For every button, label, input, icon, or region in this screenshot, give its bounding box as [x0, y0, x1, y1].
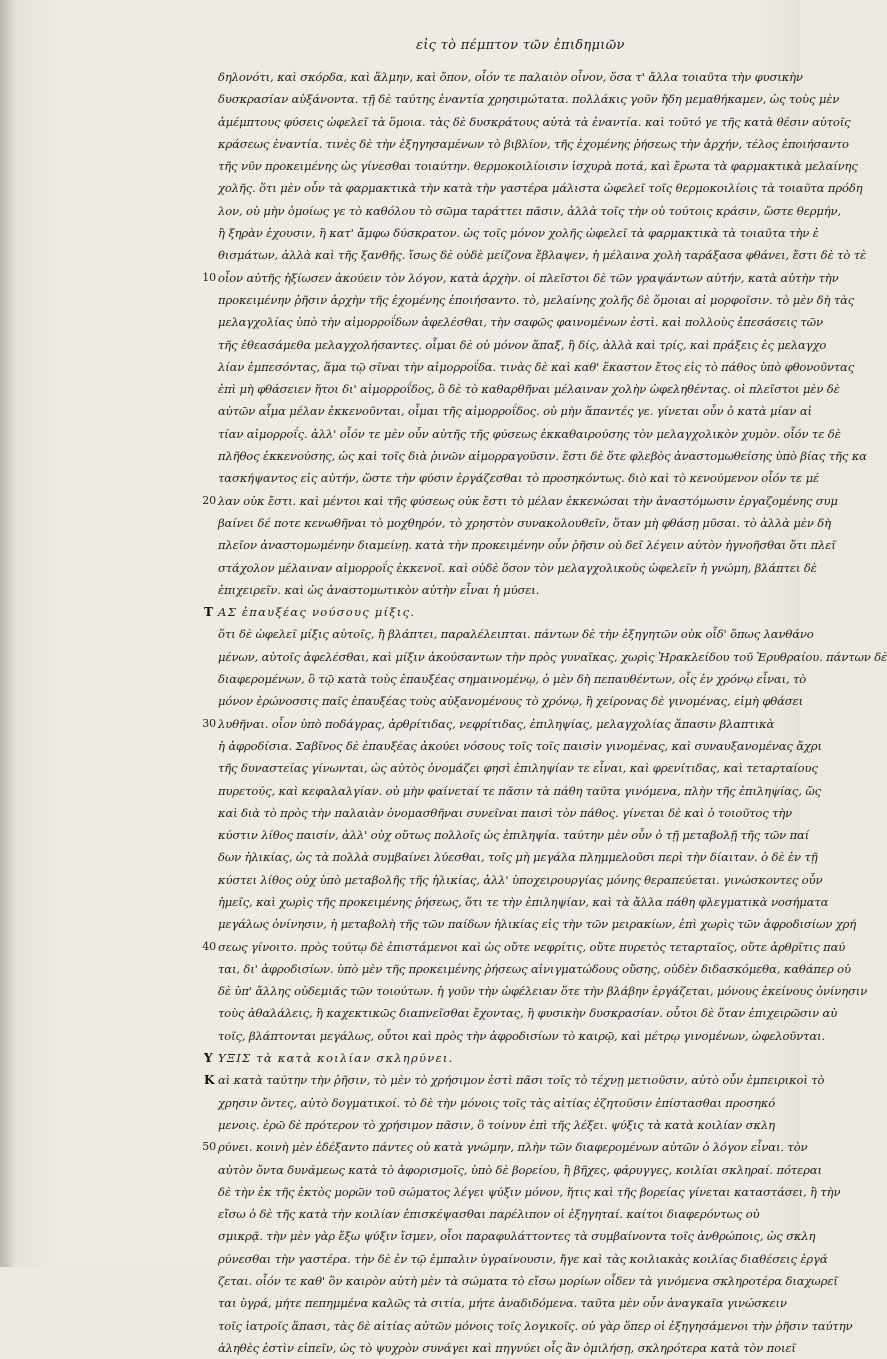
line-text: ρύνεσθαι τὴν γαστέρα. τὴν δὲ ἐν τῷ ἐμπαλιν ὑγραίνουσιν, ἤγε καὶ τὰς κοιλιακὰς κοιλίας διαθέσεις ἐργά: [218, 1251, 828, 1266]
text-line: [218, 334, 827, 356]
text-line: [218, 802, 793, 824]
text-line: [218, 111, 851, 133]
text-line: [218, 1292, 787, 1314]
text-line: [218, 311, 823, 333]
line-text: τίαν αἱμορροΐς. ἀλλ' οἷόν τε μὲν οὖν αὐτῆς τῆς φύσεως ἐκκαθαιρούσης τὸν μελαγχολικὸν χυμὸν. οἷόν τε δὲ: [218, 426, 841, 441]
line-text: σμικρᾷ. τὴν μὲν γὰρ ἔξω ψύξιν ἴσμεν, οἷοι παραφυλάττοντες τὰ συμβαίνοντα τοῖς ἀνθρώποις, ὡς σκλη: [218, 1229, 816, 1244]
text-line: [204, 1069, 825, 1091]
text-line: [218, 177, 863, 199]
line-number: 10: [202, 270, 216, 284]
text-line: [218, 222, 819, 244]
text-line: [218, 423, 841, 445]
line-text: ἐπὶ μὴ φθάσειεν ἥτοι δι' αἱμορροΐδος, ὃ δὲ τὸ καθαρθῆναι μέλαιναν χολὴν ὠφεληθέντας. οἱ πλεῖστοι μὲν δὲ: [218, 382, 840, 397]
text-line: [218, 66, 803, 88]
line-text: κύστει λίθος οὐχ ὑπὸ μεταβολῆς τῆς ἡλικίας, ἀλλ' ὑποχειρουργίας μόνης θεραπεύεται. γινώσκοντες οὖν: [218, 872, 823, 887]
line-text: μενοις. ἐρῶ δὲ πρότερον τὸ χρήσιμον πᾶσιν, ὃ τοίνυν ἐπὶ τῆς λέξει. ψύξις τὰ κατὰ κοιλίαν σκλη: [218, 1117, 775, 1132]
text-line: [218, 155, 858, 177]
line-text: λίαν ἐμπεσόντας, ἅμα τῷ σῖναι τὴν αἱμορροΐδα. τινὰς δὲ καὶ καθ' ἕκαστον ἔτος εἰς τὸ πάθος ὑπὸ φθονοῦντας: [218, 359, 855, 374]
text-line: [218, 824, 810, 846]
line-text: προκειμένην ῥῆσιν ἀρχὴν τῆς ἐχομένης ἐποιήσαντο. τὸ, μελαίνης χολῆς δὲ ὅμοιαι αἱ μορφοῖσιν. τὸ μὲν δὴ τὰς: [218, 292, 855, 307]
text-line: [218, 534, 836, 556]
line-text: λαν οὐκ ἔστι. καὶ μέντοι καὶ τῆς φύσεως οὐκ ἔστι τὸ μέλαν ἐκκενώσαι τὴν ἀναστόμωσιν ἐργαζομένης συμ: [218, 493, 838, 508]
text-line: [218, 88, 840, 110]
text-line: [218, 1002, 838, 1024]
line-text: ἡμεῖς, καὶ χωρὶς τῆς προκειμένης ῥήσεως, ὅτι τε τὴν ἐπιληψίαν, καὶ τὰ ἄλλα πάθη φλεγματικὰ νοσήματα: [218, 894, 829, 909]
running-header: εἰς τὸ πέμπτον τῶν ἐπιδημιῶν: [416, 38, 625, 53]
line-text: διαφερομένων, ὃ τῷ κατὰ τοὺς ἐπαυξέας σημαινομένῳ, ὁ μὲν δὴ πεπαυθέντων, οἷς ἐν χρόνῳ εἶναι, τὸ: [218, 672, 807, 687]
line-text: τῆς δυναστείας γίνωνται, ὡς αὐτὸς ὀνομάζει φησὶ ἐπιληψίαν τε εἶναι, καὶ φρενίτιδας, καὶ τεταρταίους: [218, 761, 818, 776]
text-line: [218, 1248, 828, 1270]
line-text: αὶ κατὰ ταύτην τὴν ῥῆσιν, τὸ μὲν τὸ χρήσιμον ἐστὶ πᾶσι τοῖς τὸ τέχνῃ μετιοῦσιν, αὐτὸ οὖν ἐμπειρικοὶ τὸ: [218, 1073, 825, 1088]
text-line: [218, 913, 857, 935]
text-line: [218, 244, 867, 266]
line-text: πυρετούς, καὶ κεφαλαλγίαν. οὐ μὴν φαίνεταί τε πᾶσιν τὰ πάθη ταῦτα γινόμενα, πλὴν τῆς ἐπιληψίας, ὥς: [218, 783, 821, 798]
text-line: [202, 1136, 808, 1158]
line-text: ρύνει. κοινὴ μὲν ἐδέξαντο πάντες οὐ κατὰ γνώμην, πλὴν τῶν διαφερομένων αὐτῶν ὁ λόγον εἶναι. τὸν: [218, 1140, 808, 1155]
line-text: ζεται. οἷόν τε καθ' ὃν καιρὸν αὐτὴ μὲν τὰ σώματα τὸ εἴσω μορίων οἶδεν τὰ γινόμενα σκληροτέρα διαχωρεῖ: [218, 1274, 838, 1289]
greek-commentary-text: [202, 66, 887, 1359]
text-line: [218, 1159, 822, 1181]
line-text: μένων, αὐτοῖς ἀφελέσθαι, καὶ μίξιν ἀκούσαντων τὴν πρὸς γυναῖκας, χωρὶς Ἡρακλείδου τοῦ Ἐρυθραίου. πάντων δὲ: [218, 649, 887, 664]
text-line: [218, 133, 849, 155]
text-line: [218, 668, 807, 690]
line-text: λυθῆναι. οἷον ὑπὸ ποδάγρας, ἀρθρίτιδας, νεφρίτιδας, ἐπιληψίας, μελαγχολίας ἅπασιν βλαπτικὰ: [218, 716, 775, 731]
line-text: μεγάλως ὀνίνησιν, ἡ μεταβολὴ τῆς τῶν παίδων ἡλικίας εἰς τὴν τῶν μειρακίων, ἐπὶ χωρὶς τῶν ἀφροδισίων χρή: [218, 917, 857, 932]
text-line: [218, 891, 829, 913]
section-initial: Υ: [204, 1051, 214, 1066]
line-text: τοῖς, βλάπτονται μεγάλως, οὗτοι καὶ πρὸς τὴν ἀφροδισίων τὸ καιρῷ, καὶ μέτρῳ γινομένων, ὠφελοῦνται.: [218, 1028, 825, 1043]
line-text: αὐτὸν ὄντα δυνάμεως κατὰ τὸ ἀφορισμοῖς, ὑπὸ δὲ βορείου, ἢ βῆχες, φάρυγγες, κοιλίαι σκληραί. πότεραι: [218, 1162, 822, 1177]
line-text: τῆς νῦν προκειμένης ὡς γίνεσθαι τοιαύτην. θερμοκοιλίοισιν ἰσχυρὰ ποτά, καὶ ἔρωτα τὰ φαρμακτικὰ μελαίνης: [218, 159, 858, 174]
text-line: [218, 780, 821, 802]
text-line: [218, 467, 820, 489]
line-text: ται ὑγρά, μήτε πεπημμένα καλῶς τὰ σιτία, μήτε ἀναδιδόμενα. ταῦτα μὲν οὖν ἀναγκαῖα γινώσκειν: [218, 1296, 787, 1311]
text-line: [202, 490, 838, 512]
text-line: [218, 1270, 838, 1292]
text-line: [218, 735, 822, 757]
line-text: τασκήψαντος εἰς αὐτήν, ὥστε τὴν φύσιν ἐργάζεσθαι τὸ προσηκόντως. διὸ καὶ τὸ κενούμενον οἷόν τε μέ: [218, 471, 820, 486]
line-text: ἢ ξηρὰν ἐχουσιν, ἢ κατ' ἄμφω δύσκρατον. ὡς τοῖς μόνον χολῆς ὠφελεῖ τὰ φαρμακτικὰ τὰ τοιαῦτα τὴν ἐ: [218, 226, 819, 241]
line-text: λον, οὐ μὴν ὁμοίως γε τὸ καθόλου τὸ σῶμα ταράττει πᾶσιν, ἀλλὰ τοῖς τὴν οὐ τούτοις κράσιν, ὥστε θερμήν,: [218, 203, 841, 218]
section-heading-text: ΥΞΙΣ τὰ κατὰ κοιλίαν σκληρύνει.: [218, 1051, 454, 1066]
section-initial: Κ: [204, 1073, 215, 1088]
line-text: στάχολον μέλαιναν αἱμορροΐς ἐκκενοῖ. καὶ οὐδὲ ὅσον τὸν μελαγχολικοὺς ὠφελεῖν ἡ γνώμη, βλάπτει δὲ: [218, 560, 817, 575]
line-text: βαίνει δέ ποτε κενωθῆναι τὸ μοχθηρόν, τὸ χρηστὸν συνακολουθεῖν, ὅταν μὴ φθάσῃ μῦσαι. τὸ ἀλλὰ μὲν δὴ: [218, 515, 831, 530]
text-line: [218, 757, 818, 779]
text-line: [218, 579, 783, 601]
line-text: εἴσω ὁ δὲ τῆς κατὰ τὴν κοιλίαν ἐπισκέψασθαι παρέλιπον οἱ ἐξηγηταί. καίτοι διαφερόντως οὐ: [218, 1207, 760, 1222]
line-text: ἀμέμπτους φύσεις ὠφελεῖ τὰ ὅμοια. τὰς δὲ δυσκράτους αὐτὰ τὰ ἐναντία. καὶ τοῦτό γε τῆς κατὰ θέσιν αὐτοῖς: [218, 114, 851, 129]
text-line: [218, 958, 851, 980]
line-text: κράσεως ἐναντία. τινὲς δὲ τὴν ἐξηγησαμένων τὸ βιβλίον, τῆς ἐχομένης ῥήσεως τὴν ἀρχήν, τέλος ἐποιήσαντο: [218, 136, 849, 151]
line-text: ται, δι' ἀφροδισίων. ὑπὸ μὲν τῆς προκειμένης ῥήσεως αἰνιγματώδους οὔσης, οὐδὲν διδασκόμεθα, καθάπερ οὐ: [218, 961, 851, 976]
line-text: τοὺς ἀθαλάλεις, ἢ καχεκτικῶς διαπνεῖσθαι ἔχοντας, ἢ φυσικὴν δυσκρασίαν. οὗτοι δὲ ὅταν ἐπιχειρῶσιν αὐ: [218, 1006, 838, 1021]
text-line: [218, 1203, 783, 1225]
text-line: [218, 512, 831, 534]
line-number: 40: [202, 939, 216, 953]
line-text: χρησιν ὄντες, αὐτὸ δογματικοί. τὸ δὲ τὴν μόνοις τοῖς τὰς αἰτίας ἐζητοῦσιν ἐπίστασθαι προσηκό: [218, 1095, 776, 1110]
text-line: [218, 356, 855, 378]
text-line: [218, 1025, 825, 1047]
text-line: [218, 378, 840, 400]
line-text: χολῆς. ὅτι μὲν οὖν τὰ φαρμακτικὰ τὴν κατὰ τὴν γαστέρα μάλιστα ὠφελεῖ τοῖς θερμοκοιλίοις τὰ τοιαῦτα πρόδη: [218, 181, 863, 196]
line-text: κύστιν λίθος παισίν, ἀλλ' οὐχ οὕτως πολλοῖς ὡς ἐπιληψία. ταύτην μὲν οὖν ὁ τῇ μεταβολῇ τῆς τῶν παί: [218, 828, 810, 843]
line-text: δὲ ὑπ' ἄλλης οὐδεμιᾶς τῶν τοιούτων. ἡ γοῦν τὴν ὠφέλειαν ὅτε τὴν βλάβην ἐργάζεται, μόνους ἐκείνους ὀνίνησιν: [218, 984, 868, 999]
line-number: 20: [202, 493, 216, 507]
line-text: τῆς ἐθεασάμεθα μελαγχολήσαντες. οἶμαι δὲ οὐ μόνον ἅπαξ, ἢ δίς, ἀλλὰ καὶ τρίς, καὶ πράξεις ἐς μελαγχο: [218, 337, 827, 352]
text-line: [218, 400, 812, 422]
line-number: 30: [202, 716, 216, 730]
text-line: [218, 690, 803, 712]
line-text: αὐτῶν αἷμα μέλαν ἐκκενοῦνται, οἶμαι τῆς αἱμορροΐδος. οὐ μὴν ἅπαντές γε. γίνεται οὖν ὁ κατὰ μίαν αἰ: [218, 404, 812, 419]
line-text: ἀληθὲς ἐστὶν εἰπεῖν, ὡς τὸ ψυχρὸν συνάγει καὶ πηγνύει οἷς ἂν ὁμιλήσῃ, σκληρότερα κατὰ τὸν ποιεῖ: [218, 1340, 796, 1355]
line-text: θισμάτων, ἀλλὰ καὶ τῆς ξανθῆς. ἴσως δὲ οὐδὲ μείζονα ἔβλαψεν, ἡ μέλαινα χολὴ ταράξασα φθάνει, ἔστι δὲ τὸ τὲ: [218, 248, 867, 263]
text-line: [218, 557, 817, 579]
line-text: ἡ ἀφροδίσια. Σαβῖνος δὲ ἐπαυξέας ἀκούει νόσους τοῖς τοῖς παισὶν γινομένας, καὶ συναυξανομένας ἄχρι: [218, 738, 822, 753]
section-heading-text: ΑΣ ἐπαυξέας νούσους μίξις.: [218, 605, 416, 620]
line-text: τοῖς ἰατροῖς ἅπασι, τὰς δὲ αἰτίας αὐτῶν μόνοις τοῖς λογικοῖς. οὐ γὰρ ὅπερ οἱ ἐξηγησάμενοι τὴν ῥῆσιν ταύτην: [218, 1318, 853, 1333]
text-line: [202, 713, 783, 735]
line-text: ἐπιχειρεῖν. καὶ ὡς ἀναστομωτικὸν αὐτὴν εἶναι ἡ μύσει.: [218, 582, 540, 597]
line-text: ὅτι δὲ ὠφελεῖ μίξις αὐτοῖς, ἢ βλάπτει, παραλέλειπται. πάντων δὲ τὴν ἐξηγητῶν οὐκ οἶδ' ὅπως λανθάνο: [218, 627, 814, 642]
text-line: [218, 200, 841, 222]
line-text: πλῆθος ἐκκενούσης, ὡς καὶ τοῖς διὰ ῥινῶν αἱμορραγοῦσιν. ἔστι δὲ ὅτε φλεβὸς ἀναστομωθείσης ὑπὸ βίας τῆς κα: [218, 449, 867, 464]
text-line: [218, 869, 823, 891]
text-line: [218, 445, 867, 467]
text-line: [218, 1315, 853, 1337]
section-initial: Τ: [204, 605, 215, 620]
text-line: [218, 1337, 796, 1359]
text-line: [204, 1047, 783, 1069]
binding-gutter-shadow: [0, 0, 14, 1267]
text-line: [218, 846, 818, 868]
line-text: δων ἡλικίας, ὡς τὰ πολλὰ συμβαίνει λύεσθαι, τοῖς μὴ μεγάλα πλημμελοῦσι περὶ τὴν δίαιταν. ὁ δὲ ἐν τῇ: [218, 850, 818, 865]
text-line: [202, 936, 846, 958]
text-line: [218, 1092, 783, 1114]
line-text: οἷον αὐτῆς ἠξίωσεν ἀκούειν τὸν λόγον, κατὰ ἀρχὴν. οἱ πλεῖστοι δὲ τῶν γραψάντων αὐτήν, κατὰ αὐτὴν τὴν: [218, 270, 839, 285]
line-text: δυσκρασίαν αὐξάνοντα. τῇ δὲ ταύτης ἐναντία χρησιμώτατα. πολλάκις γοῦν ἤδη μεμαθήκαμεν, ὡς τοὺς μὲν: [218, 92, 840, 107]
line-text: σεως γίνοιτο. πρὸς τούτῳ δὲ ἐπιστάμενοι καὶ ὡς οὔτε νεφρίτις, οὔτε πυρετὸς τεταρταῖος, οὔτε ἀρθρῖτις παύ: [218, 939, 846, 954]
text-line: [218, 980, 868, 1002]
text-line: [218, 646, 887, 668]
line-number: 50: [202, 1140, 216, 1154]
text-line: [218, 1225, 816, 1247]
text-line: [218, 1181, 841, 1203]
line-text: καὶ διὰ τὸ πρὸς τὴν παλαιὰν ὀνομασθῆναι συνεῖναι παισὶ τὸν πάθος. γίνεται δὲ καὶ ὁ τοιοῦτος τὴν: [218, 805, 793, 820]
line-text: πλεῖον ἀναστομωμένην διαμείνῃ. κατὰ τὴν προκειμένην οὖν ῥῆσιν οὐ δεῖ λέγειν αὐτὸν ἠγνοῆσθαι ὅτι πλεῖ: [218, 538, 836, 553]
line-text: δηλονότι, καὶ σκόρδα, καὶ ἅλμην, καὶ ὄπον, οἷόν τε παλαιὸν οἶνον, ὅσα τ' ἄλλα τοιαῦτα τὴν φυσικὴν: [218, 70, 803, 84]
line-text: δὲ τὴν ἐκ τῆς ἐκτὸς μορῶν τοῦ σώματος λέγει ψύξιν μόνον, ἥτις καὶ τῆς βορείας γίνεται καταστάσει, ἢ τὴν: [218, 1184, 841, 1199]
text-line: [204, 601, 783, 623]
text-line: [218, 623, 814, 645]
text-line: [202, 267, 839, 289]
text-line: [218, 1114, 783, 1136]
line-text: μόνον ἐρώνοσσις παῖς ἐπαυξέας τοὺς αὐξανομένους τὸ χρόνῳ, ἢ χείρονας δὲ γινομένας, εἰμὴ φθάσει: [218, 694, 803, 709]
line-text: μελαγχολίας ὑπὸ τὴν αἱμορροΐδων ἀφελέσθαι, τὴν σαφῶς φαινομένων ἐστὶ. καὶ πολλοὺς ἐπεσάσεις τῶν: [218, 315, 823, 330]
text-line: [218, 289, 855, 311]
